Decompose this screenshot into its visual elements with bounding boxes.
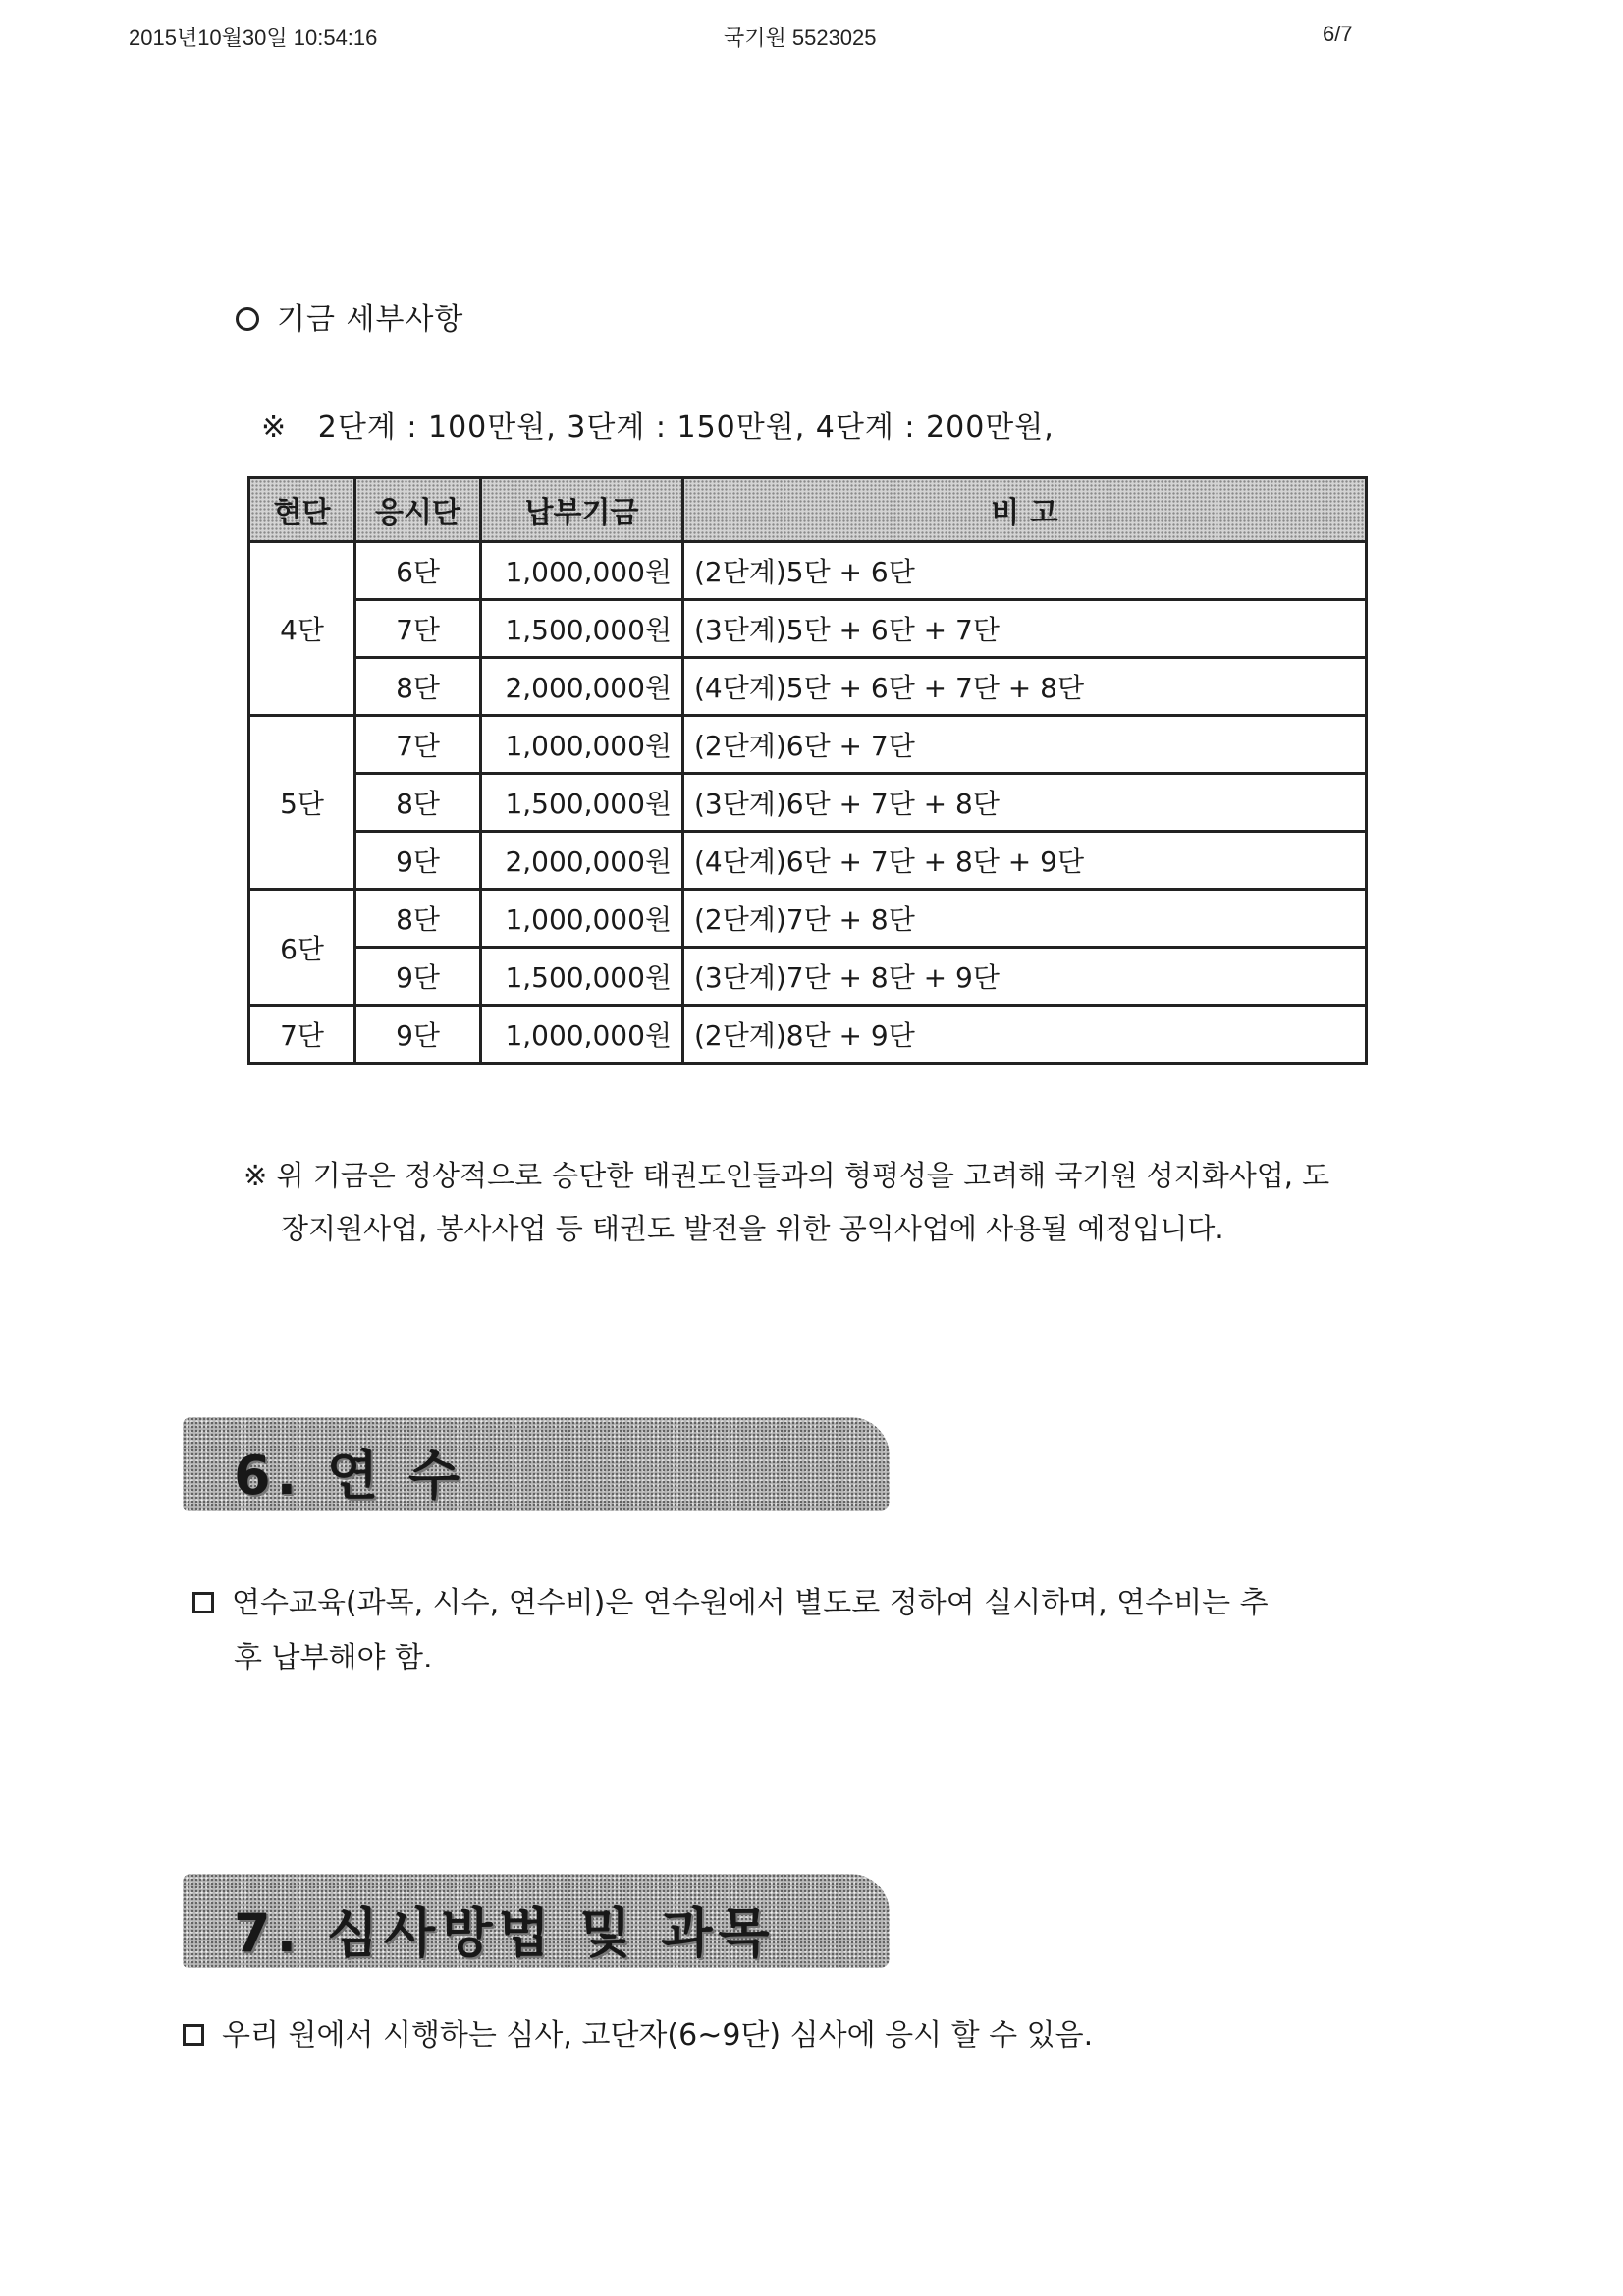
amount-cell: 1,500,000원 xyxy=(481,600,683,658)
fund-heading-text: 기금 세부사항 xyxy=(277,302,464,337)
header-exam-dan: 응시단 xyxy=(355,478,481,542)
table-row xyxy=(249,658,1367,716)
amount-cell: 1,500,000원 xyxy=(481,774,683,832)
exam-dan-cell: 6단 xyxy=(355,542,481,600)
remark-cell: (2단계)8단 + 9단 xyxy=(683,1006,1367,1064)
section-6-title: 6. 연 수 xyxy=(234,1445,466,1506)
exam-dan-cell: 8단 xyxy=(355,890,481,948)
remark-cell: (2단계)7단 + 8단 xyxy=(683,890,1367,948)
fax-sender: 국기원 5523025 xyxy=(724,26,877,50)
exam-dan-cell: 8단 xyxy=(355,658,481,716)
current-dan-cell: 5단 xyxy=(249,716,355,890)
header-current-dan: 현단 xyxy=(249,478,355,542)
fax-datetime: 2015년10월30일 10:54:16 xyxy=(129,26,378,50)
remark-cell: (2단계)5단 + 6단 xyxy=(683,542,1367,600)
amount-cell: 2,000,000원 xyxy=(481,832,683,890)
fund-footnote-line-1: ※ 위 기금은 정상적으로 승단한 태권도인들과의 형평성을 고려해 국기원 성지화사업, 도 xyxy=(243,1159,1330,1192)
current-dan-cell: 7단 xyxy=(249,1006,355,1064)
fax-header xyxy=(0,22,1623,57)
fund-footnote xyxy=(243,1149,1329,1255)
exam-dan-cell: 9단 xyxy=(355,1006,481,1064)
reference-mark-icon: ※ xyxy=(261,410,288,445)
header-fund-amount: 납부기금 xyxy=(481,478,683,542)
remark-cell: (3단계)7단 + 8단 + 9단 xyxy=(683,948,1367,1006)
section-7-title: 7. 심사방법 및 과목 xyxy=(234,1902,776,1964)
table-row xyxy=(249,1006,1367,1064)
section-6-line-2: 후 납부해야 함. xyxy=(234,1641,433,1675)
amount-cell: 1,500,000원 xyxy=(481,948,683,1006)
amount-cell: 1,000,000원 xyxy=(481,716,683,774)
current-dan-cell: 6단 xyxy=(249,890,355,1006)
section-6-paragraph xyxy=(192,1576,1269,1686)
fund-footnote-line-2: 장지원사업, 봉사사업 등 태권도 발전을 위한 공익사업에 사용될 예정입니다. xyxy=(281,1212,1224,1245)
fax-page-number: 6/7 xyxy=(1323,22,1353,46)
amount-cell: 1,000,000원 xyxy=(481,1006,683,1064)
exam-dan-cell: 8단 xyxy=(355,774,481,832)
table-row xyxy=(249,774,1367,832)
remark-cell: (3단계)5단 + 6단 + 7단 xyxy=(683,600,1367,658)
table-row xyxy=(249,832,1367,890)
table-row xyxy=(249,948,1367,1006)
stage-amounts-text: 2단계 : 100만원, 3단계 : 150만원, 4단계 : 200만원, xyxy=(317,410,1055,445)
remark-cell: (4단계)5단 + 6단 + 7단 + 8단 xyxy=(683,658,1367,716)
section-7-line-1: 우리 원에서 시행하는 심사, 고단자(6~9단) 심사에 응시 할 수 있음. xyxy=(222,2018,1094,2052)
remark-cell: (4단계)6단 + 7단 + 8단 + 9단 xyxy=(683,832,1367,890)
table-row xyxy=(249,716,1367,774)
section-6-line-1-text: 연수교육(과목, 시수, 연수비)은 연수원에서 별도로 정하여 실시하며, 연수비는 추 xyxy=(232,1586,1269,1620)
exam-dan-cell: 7단 xyxy=(355,600,481,658)
fund-table xyxy=(247,476,1368,1065)
square-bullet-icon xyxy=(183,2024,204,2046)
section-6-line-1 xyxy=(192,1576,1269,1631)
remark-cell: (2단계)6단 + 7단 xyxy=(683,716,1367,774)
square-bullet-icon xyxy=(192,1592,214,1613)
circle-bullet-icon xyxy=(236,307,259,331)
table-row xyxy=(249,542,1367,600)
amount-cell: 1,000,000원 xyxy=(481,542,683,600)
amount-cell: 1,000,000원 xyxy=(481,890,683,948)
exam-dan-cell: 9단 xyxy=(355,948,481,1006)
fund-heading xyxy=(236,295,463,338)
remark-cell: (3단계)6단 + 7단 + 8단 xyxy=(683,774,1367,832)
stage-amounts-line xyxy=(261,403,1055,446)
exam-dan-cell: 7단 xyxy=(355,716,481,774)
amount-cell: 2,000,000원 xyxy=(481,658,683,716)
fund-table-header-row xyxy=(249,478,1367,542)
section-7-paragraph xyxy=(183,2008,1093,2063)
header-remarks: 비 고 xyxy=(683,478,1367,542)
current-dan-cell: 4단 xyxy=(249,542,355,716)
exam-dan-cell: 9단 xyxy=(355,832,481,890)
table-row xyxy=(249,600,1367,658)
table-row xyxy=(249,890,1367,948)
